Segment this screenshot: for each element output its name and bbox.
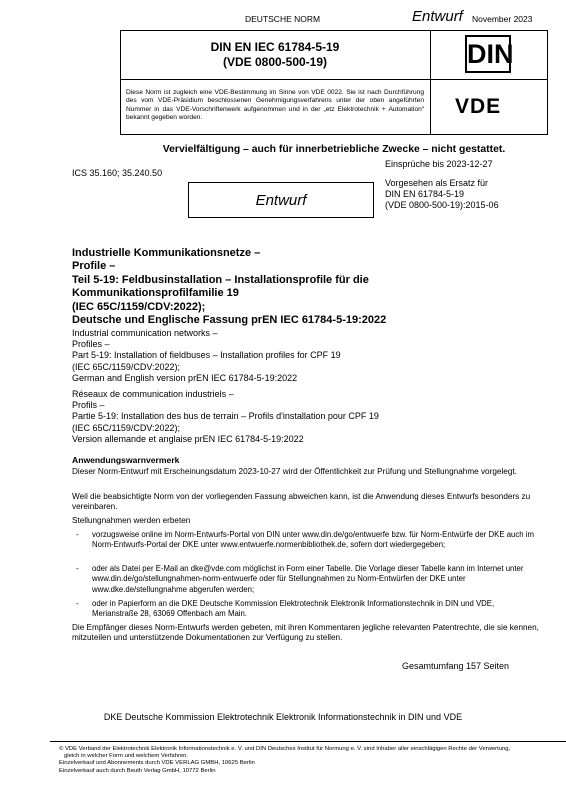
notice-paragraph-3: Stellungnahmen werden erbeten [72,516,191,525]
notice-paragraph-1: Dieser Norm-Entwurf mit Erscheinungsdatum 2023-10-27 wird der Öffentlichkeit zur Prüfung und Stellungnahme vorgelegt. [72,467,517,476]
footer-line: Einzelverkauf auch durch Beuth Verlag GmbH, 10772 Berlin [59,767,216,774]
bullet-dash: - [76,564,79,573]
din-logo-cell [431,30,548,80]
dke-line: DKE Deutsche Kommission Elektrotechnik Elektronik Informationstechnik in DIN und VDE [103,712,463,722]
din-logo: DIN [465,35,511,73]
vde-logo: VDE [455,95,502,118]
notice-paragraph-4: Die Empfänger dieses Norm-Entwurfs werden gebeten, mit ihren Kommentaren jegliche relevanten Patentrechte, die sie kennen, mitzuteilen und unterstützende Dokumentationen zur Verfügung zu stellen. [72,623,539,643]
title-de-line: Deutsche und Englische Fassung prEN IEC 61784-5-19:2022 [72,314,387,327]
standard-number-cell [120,30,431,80]
title-de-line: Industrielle Kommunikationsnetze – [72,247,261,259]
footer-line: Einzelverkauf und Abonnements durch VDE VERLAG GMBH, 10625 Berlin [59,760,255,767]
title-fr-line: (IEC 65C/1159/CDV:2022); [72,422,181,433]
title-fr-line: Réseaux de communication industriels – [72,389,234,399]
bullet-dash: - [76,599,79,608]
objection-deadline: Einsprüche bis 2023-12-27 [385,159,493,169]
footer-divider [50,741,566,742]
vde-notice: Diese Norm ist zugleich eine VDE-Bestimmung im Sinne von VDE 0022. Sie ist nach Durchführung des vom VDE-Präsidium beschlossenen Genehmigungsverfahrens unter der oben angeführten Nummer in das VDE-Vorschriftenwerk aufgenommen und in der „etz Elektrotechnik + Automation“ bekannt gegeben worden. [120,80,431,135]
title-fr-line: Profils – [72,400,105,411]
title-de-line: Kommunikationsprofilfamilie 19 [72,287,239,300]
footer-line: gleich in welcher Form und welchem Verfahren. [64,753,189,760]
application-notice-heading: Anwendungswarnvermerk [72,455,180,465]
bullet-text: oder als Datei per E-Mail an dke@vde.com möglichst in Form einer Tabelle. Die Vorlage dieser Tabelle kann im Internet unter www.din.de/go/stellungnahmen-norm-entwuerfe oder für Stellungnahmen zu Norm-Entwürfen der DKE unter www.dke.de/stellungnahme abgerufen werden; [92,564,524,594]
copyright-footer [59,746,564,775]
draft-box: Entwurf [188,182,374,218]
replacement-line-2: DIN EN 61784-5-19 [385,189,465,199]
standard-vde-number: (VDE 0800-500-19) [222,55,328,69]
replacement-line-1: Vorgesehen als Ersatz für [385,178,489,188]
title-french [72,389,542,445]
bullet-text: oder in Papierform an die DKE Deutsche Kommission Elektrotechnik Elektronik Informationstechnik in DIN und VDE, Merianstraße 28, 63069 Offenbach am Main. [92,599,495,619]
bullet-text: vorzugsweise online im Norm-Entwurfs-Portal von DIN unter www.din.de/go/entwuerfe bzw. für Norm-Entwürfe der DKE auch im Norm-Entwurfs-Portal der DKE unter www.entwuerfe.normenbibliothek.de, sofern dort wiedergegeben; [92,530,534,550]
reproduction-notice: Vervielfältigung – auch für innerbetriebliche Zwecke – nicht gestattet. [162,144,506,155]
title-en-line: German and English version prEN IEC 61784-5-19:2022 [72,372,298,383]
bullet-dash: - [76,530,79,539]
title-de-line: Teil 5-19: Feldbusinstallation – Installationsprofile für die [72,273,369,286]
replacement-line-3: (VDE 0800-500-19):2015-06 [385,200,499,210]
total-pages: Gesamtumfang 157 Seiten [402,661,510,671]
footer-line: © VDE Verband der Elektrotechnik Elektronik Informationstechnik e. V. und DIN Deutsches Institut für Normung e. V. sind Inhaber aller einschlägigen Rechte der Verwertung, [59,746,511,752]
replacement-info [385,178,499,211]
title-en-line: (IEC 65C/1159/CDV:2022); [72,361,181,372]
title-en-line: Part 5-19: Installation of fieldbuses – Installation profiles for CPF 19 [72,350,341,361]
publication-date: November 2023 [472,14,533,24]
standard-number: DIN EN IEC 61784-5-19 [210,40,340,54]
title-en-line: Industrial communication networks – [72,328,218,338]
title-fr-line: Partie 5-19: Installation des bus de terrain – Profils d'installation pour CPF 19 [72,411,379,422]
norm-type-label: DEUTSCHE NORM [245,14,321,24]
title-en-line: Profiles – [72,339,110,350]
title-de-line: Profile – [72,260,116,273]
ics-codes: ICS 35.160; 35.240.50 [72,168,163,178]
notice-paragraph-2: Weil die beabsichtigte Norm von der vorliegenden Fassung abweichen kann, ist die Anwendung dieses Entwurfs besonders zu vereinbaren. [72,492,531,512]
title-english [72,328,542,384]
title-fr-line: Version allemande et anglaise prEN IEC 61784-5-19:2022 [72,433,304,444]
title-de-line: (IEC 65C/1159/CDV:2022); [72,300,206,313]
title-german [72,247,542,327]
draft-label: Entwurf [412,8,463,25]
